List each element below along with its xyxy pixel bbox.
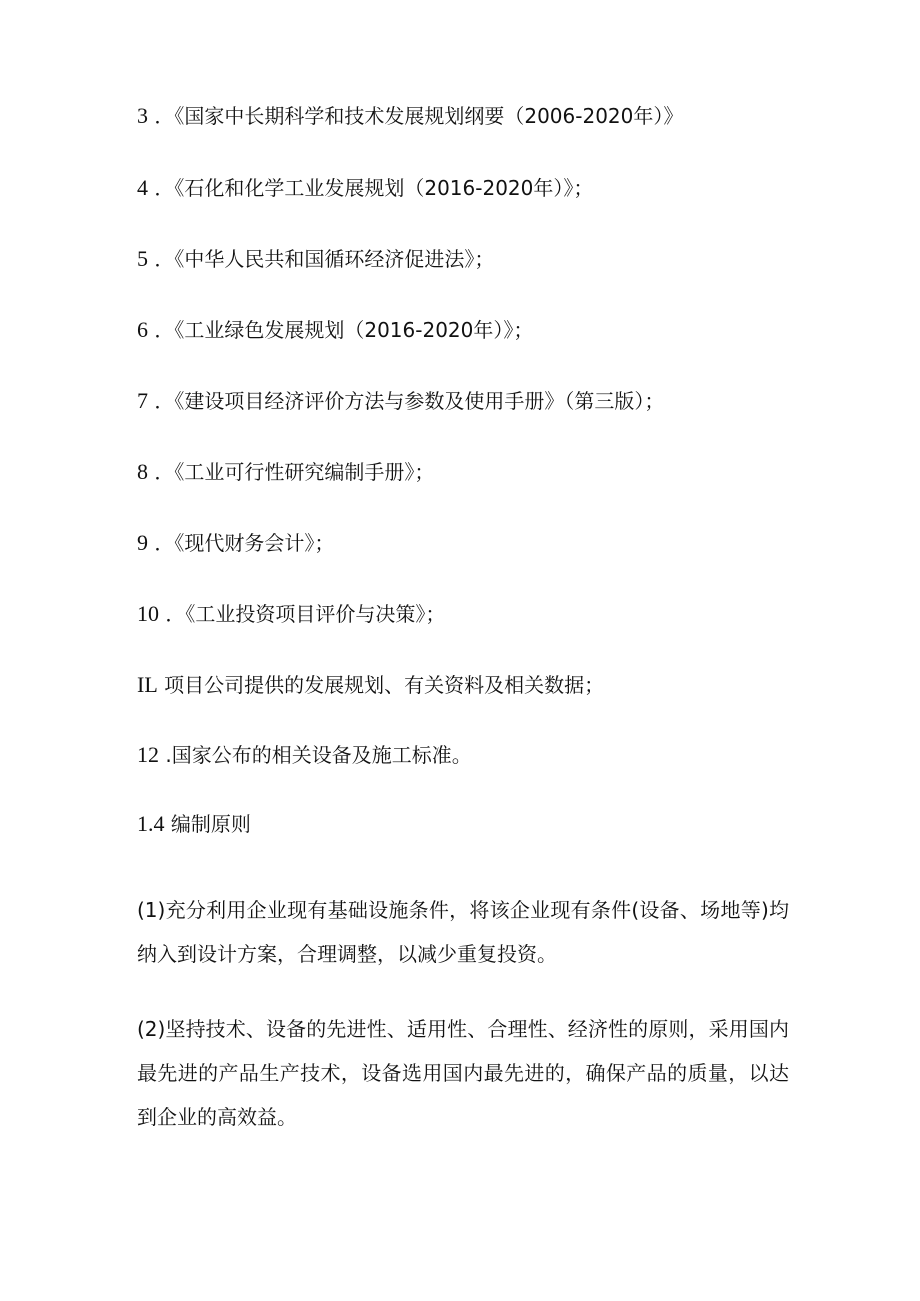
reference-number: 9 bbox=[137, 530, 148, 555]
reference-text: ．《工业投资项目评价与决策》； bbox=[165, 602, 446, 626]
reference-text: ．《中华人民共和国循环经济促进法》； bbox=[154, 247, 495, 271]
reference-item-5 bbox=[137, 245, 494, 273]
reference-item-10 bbox=[137, 600, 445, 628]
reference-number: 3 bbox=[137, 103, 148, 128]
reference-text: ．《工业可行性研究编制手册》； bbox=[154, 460, 435, 484]
reference-item-11 bbox=[137, 671, 604, 699]
reference-number: 10 bbox=[137, 601, 159, 626]
reference-item-8 bbox=[137, 458, 434, 486]
reference-number: IL bbox=[137, 672, 158, 697]
reference-text: 项目公司提供的发展规划、有关资料及相关数据； bbox=[164, 673, 605, 697]
reference-number: 12 bbox=[137, 742, 159, 767]
section-title: 编制原则 bbox=[170, 812, 251, 836]
reference-text: ．《现代财务会计》； bbox=[154, 531, 335, 555]
section-number: 1.4 bbox=[137, 811, 165, 836]
reference-number: 4 bbox=[137, 175, 148, 200]
principle-paragraph-1: (1)充分利用企业现有基础设施条件，将该企业现有条件(设备、场地等)均纳入到设计方案，合理调整，以减少重复投资。 bbox=[137, 898, 789, 966]
reference-text: .国家公布的相关设备及施工标准。 bbox=[165, 743, 472, 767]
reference-item-4 bbox=[137, 174, 593, 202]
reference-text: ．《工业绿色发展规划（2016-2020年）》； bbox=[154, 318, 534, 342]
reference-text: ．《石化和化学工业发展规划（2016-2020年）》； bbox=[154, 176, 594, 200]
reference-number: 7 bbox=[137, 388, 148, 413]
section-heading bbox=[137, 810, 251, 838]
reference-number: 5 bbox=[137, 246, 148, 271]
reference-text: ．《建设项目经济评价方法与参数及使用手册》（第三版）； bbox=[154, 389, 665, 413]
reference-item-9 bbox=[137, 529, 334, 557]
principle-paragraph-2: (2)坚持技术、设备的先进性、适用性、合理性、经济性的原则，采用国内最先进的产品生产技术，设备选用国内最先进的，确保产品的质量，以达到企业的高效益。 bbox=[137, 1017, 789, 1129]
reference-item-12 bbox=[137, 741, 472, 769]
reference-text: ．《国家中长期科学和技术发展规划纲要（2006-2020年）》 bbox=[154, 104, 684, 128]
reference-number: 6 bbox=[137, 317, 148, 342]
reference-item-7 bbox=[137, 387, 664, 415]
reference-number: 8 bbox=[137, 459, 148, 484]
reference-item-3 bbox=[137, 102, 683, 130]
reference-item-6 bbox=[137, 316, 533, 344]
